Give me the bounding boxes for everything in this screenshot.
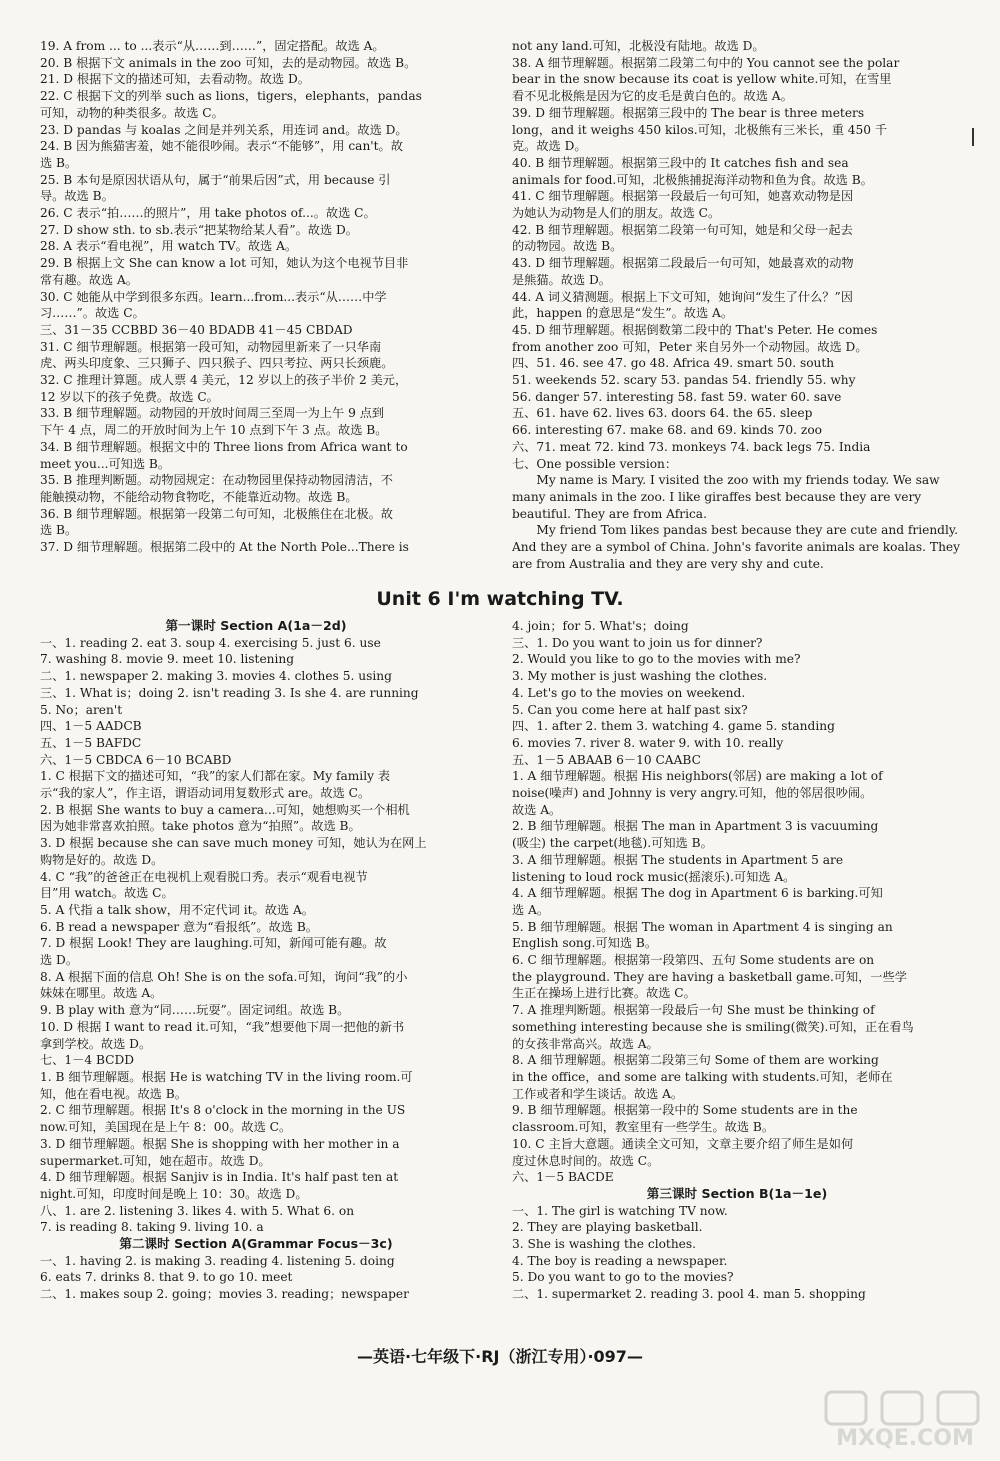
answer-line: 四、51. 46. see 47. go 48. Africa 49. smart 50. south xyxy=(512,356,835,371)
answer-line: 6. eats 7. drinks 8. that 9. to go 10. meet xyxy=(40,1270,293,1285)
answer-line: 二、1. makes soup 2. going；movies 3. reading；newspaper xyxy=(40,1287,409,1302)
answer-line: 二、1. newspaper 2. making 3. movies 4. clothes 5. using xyxy=(40,669,392,684)
answer-line: 购物是好的。故选 D。 xyxy=(40,852,164,867)
answer-line: 六、71. meat 72. kind 73. monkeys 74. back legs 75. India xyxy=(512,439,871,454)
answer-line: 37. D 细节理解题。根据第二段中的 At the North Pole...There is xyxy=(40,540,409,555)
answer-line: 1. C 根据下文的描述可知，“我”的家人们都在家。My family 表 xyxy=(40,769,391,784)
answer-line: 六、1－5 CBDCA 6－10 BCABD xyxy=(40,752,232,767)
answer-line: 26. C 表示“拍……的照片”，用 take photos of...。故选 C。 xyxy=(40,206,376,221)
answer-line: 习……”。故选 C。 xyxy=(40,306,145,321)
answer-line: 5. Do you want to go to the movies? xyxy=(512,1270,734,1285)
answer-line: 4. join；for 5. What's；doing xyxy=(512,619,689,633)
answer-line: 39. D 细节理解题。根据第三段中的 The bear is three meters xyxy=(512,105,865,120)
answer-line: 选 B。 xyxy=(40,155,78,170)
answer-line: English song.可知选 B。 xyxy=(512,936,658,951)
answer-line: 是熊猫。故选 D。 xyxy=(512,272,611,287)
answer-line: 66. interesting 67. make 68. and 69. kinds 70. zoo xyxy=(512,423,822,438)
answer-line: 27. D show sth. to sb.表示“把某物给某人看”。故选 D。 xyxy=(40,222,358,237)
answer-line: 3. A 细节理解题。根据 The students in Apartment 5 are xyxy=(512,852,844,867)
answer-line: 4. Let's go to the movies on weekend. xyxy=(512,685,746,700)
answer-line: 能触摸动物，不能给动物食物吃，不能靠近动物。故选 B。 xyxy=(40,489,358,504)
answer-line: 8. A 根据下面的信息 Oh! She is on the sofa.可知，询问“我”的小 xyxy=(40,969,408,984)
answer-line: 25. B 本句是原因状语从句，属于“前果后因”式，用 because 引 xyxy=(40,172,391,187)
answer-line: 40. B 细节理解题。根据第三段中的 It catches fish and sea xyxy=(512,155,849,170)
answer-column-left-bottom xyxy=(40,618,472,1303)
answer-line: 选 A。 xyxy=(512,902,550,917)
page-footer: —英语·七年级下·RJ（浙江专用）·097— xyxy=(357,1347,643,1366)
answer-line: 度过休息时间的。故选 C。 xyxy=(512,1153,660,1168)
answer-line: noise(噪声) and Johnny is very angry.可知，他的邻居很吵闹。 xyxy=(512,786,873,801)
answer-line: 二、1. supermarket 2. reading 3. pool 4. man 5. shopping xyxy=(512,1287,866,1302)
answer-line: 虎、两头印度象、三只狮子、四只猴子、四只考拉、两只长颈鹿。 xyxy=(40,356,394,371)
answer-line: 41. C 细节理解题。根据第一段最后一句可知，她喜欢动物是因 xyxy=(512,189,854,204)
section-title-3: 第三课时 Section B(1a－1e) xyxy=(646,1185,828,1201)
answer-line: 6. B read a newspaper 意为“看报纸”。故选 B。 xyxy=(40,919,318,934)
answer-line: the playground. They are having a basketball game.可知，一些学 xyxy=(512,969,907,984)
answer-line: 四、1－5 AADCB xyxy=(40,719,142,734)
answer-line: 示“我的家人”，作主语，谓语动词用复数形式 are。故选 C。 xyxy=(40,786,371,801)
answer-line: 为她认为动物是人们的朋友。故选 C。 xyxy=(512,206,721,221)
answer-line: classroom.可知，教室里有一些学生。故选 B。 xyxy=(512,1120,775,1135)
answer-line: 9. B play with 意为“同……玩耍”。固定词组。故选 B。 xyxy=(40,1003,350,1018)
answer-line: 常有趣。故选 A。 xyxy=(40,272,138,287)
answer-line: 1. B 细节理解题。根据 He is watching TV in the living room.可 xyxy=(40,1069,413,1084)
answer-line: 5. A 代指 a talk show，用不定代词 it。故选 A。 xyxy=(40,902,314,917)
answer-column-left-top xyxy=(40,38,472,556)
answer-line: 2. B 细节理解题。根据 The man in Apartment 3 is vacuuming xyxy=(512,819,879,834)
answer-line: now.可知，美国现在是上午 8：00。故选 C。 xyxy=(40,1120,292,1135)
answer-line: from another zoo 可知，Peter 来自另外一个动物园。故选 D。 xyxy=(512,339,868,354)
answer-line: meet you...可知选 B。 xyxy=(40,456,171,471)
answer-line: 选 B。 xyxy=(40,523,78,538)
answer-line: 36. B 细节理解题。根据第一段第二句可知，北极熊住在北极。故 xyxy=(40,506,393,521)
answer-line: 38. A 细节理解题。根据第二段第二句中的 You cannot see the polar xyxy=(512,55,900,70)
answer-line: 33. B 细节理解题。动物园的开放时间周三至周一为上午 9 点到 xyxy=(40,406,385,421)
answer-line: 六、1－5 BACDE xyxy=(512,1170,614,1185)
answer-line: 7. washing 8. movie 9. meet 10. listening xyxy=(40,652,295,667)
answer-line: 44. A 词义猜测题。根据上下文可知，她询问“发生了什么？”因 xyxy=(512,289,853,304)
answer-line: (吸尘) the carpet(地毯).可知选 B。 xyxy=(512,836,713,851)
section-2-answers xyxy=(40,1253,472,1303)
section-title-1: 第一课时 Section A(1a－2d) xyxy=(165,618,347,633)
answer-line: 19. A from ... to ...表示“从……到……”，固定搭配。故选 A。 xyxy=(40,39,385,53)
answer-line: something interesting because she is smiling(微笑).可知，正在看鸟 xyxy=(512,1019,914,1034)
section-3-answers xyxy=(512,1203,962,1303)
answer-line: 35. B 推理判断题。动物园规定：在动物园里保持动物园清洁，不 xyxy=(40,473,393,488)
answer-column-right-bottom xyxy=(512,618,962,1303)
answer-line: 5. Can you come here at half past six? xyxy=(512,702,748,717)
answer-line: bear in the snow because its coat is yellow white.可知，在雪里 xyxy=(512,72,892,87)
answer-line: animals for food.可知，北极熊捕捉海洋动物和鱼为食。故选 B。 xyxy=(512,172,873,187)
answer-line: 23. D pandas 与 koalas 之间是并列关系，用连词 and。故选 D。 xyxy=(40,122,408,137)
answer-line: 一、1. reading 2. eat 3. soup 4. exercising 5. just 6. use xyxy=(40,635,381,650)
answer-line: 10. C 主旨大意题。通读全文可知，文章主要介绍了师生是如何 xyxy=(512,1136,854,1151)
answer-line: 45. D 细节理解题。根据倒数第二段中的 That's Peter. He comes xyxy=(512,322,878,337)
answer-line: 24. B 因为熊猫害羞，她不能很吵闹。表示“不能够”，用 can't。故 xyxy=(40,139,403,154)
answer-line: 三、1. What is；doing 2. isn't reading 3. Is she 4. are running xyxy=(40,685,419,700)
answer-line: listening to loud rock music(摇滚乐).可知选 A。 xyxy=(512,869,796,884)
answer-line: 30. C 她能从中学到很多东西。learn...from...表示“从……中学 xyxy=(40,289,387,304)
answer-line: 八、1. are 2. listening 3. likes 4. with 5. What 6. on xyxy=(40,1203,355,1218)
answer-line: 3. D 细节理解题。根据 She is shopping with her mother in a xyxy=(40,1136,400,1151)
answer-line: 的女孩非常高兴。故选 A。 xyxy=(512,1036,659,1051)
answer-line: 12 岁以下的孩子免费。故选 C。 xyxy=(40,389,219,404)
section-title-2: 第二课时 Section A(Grammar Focus－3c) xyxy=(119,1236,393,1252)
answer-line: 五、1－5 BAFDC xyxy=(40,735,142,750)
answer-line: 31. C 细节理解题。根据第一段可知，动物园里新来了一只华南 xyxy=(40,339,382,354)
answer-line: 可知，动物的种类很多。故选 C。 xyxy=(40,105,224,120)
answer-line: 43. D 细节理解题。根据第二段最后一句可知，她最喜欢的动物 xyxy=(512,256,854,271)
answer-line: night.可知，印度时间是晚上 10：30。故选 D。 xyxy=(40,1186,308,1201)
answer-line: 选 D。 xyxy=(40,953,79,968)
answer-line: 故选 A。 xyxy=(512,802,562,817)
answer-line: not any land.可知，北极没有陆地。故选 D。 xyxy=(512,39,765,53)
answer-line: 21. D 根据下文的描述可知，去看动物。故选 D。 xyxy=(40,72,310,87)
answer-column-right-top xyxy=(512,38,962,573)
answer-line: supermarket.可知，她在超市。故选 D。 xyxy=(40,1153,271,1168)
answer-line: 导。故选 B。 xyxy=(40,189,114,204)
answer-line: My name is Mary. I visited the zoo with my friends today. We saw many animals in the zoo. I like giraffes best because they are very beautiful. They are from Africa. xyxy=(512,473,940,521)
answer-line: 三、1. Do you want to join us for dinner? xyxy=(512,635,763,650)
answer-line: 目”用 watch。故选 C。 xyxy=(40,886,174,901)
answer-line: 34. B 细节理解题。根据文中的 Three lions from Africa want to xyxy=(40,439,408,454)
answer-line: 七、One possible version： xyxy=(512,456,678,471)
answer-line: 6. C 细节理解题。根据第一段第四、五句 Some students are on xyxy=(512,953,875,968)
answer-line: long，and it weighs 450 kilos.可知，北极熊有三米长，重 450 千 xyxy=(512,122,888,137)
answer-line: 28. A 表示“看电视”，用 watch TV。故选 A。 xyxy=(40,239,298,254)
answer-line: 4. D 细节理解题。根据 Sanjiv is in India. It's half past ten at xyxy=(40,1170,399,1185)
answer-line: 8. A 细节理解题。根据第二段第三句 Some of them are working xyxy=(512,1053,879,1068)
watermark-text: MXQE.COM xyxy=(836,1426,974,1451)
answer-line: 4. C “我”的爸爸正在电视机上观看脱口秀。表示“观看电视节 xyxy=(40,869,368,884)
answer-line: 3. D 根据 because she can save much money 可知，她认为在网上 xyxy=(40,836,427,851)
answer-line: 4. A 细节理解题。根据 The dog in Apartment 6 is barking.可知 xyxy=(512,886,883,901)
section-1-answers xyxy=(40,635,472,1236)
page-edge-mark xyxy=(972,128,974,146)
answer-line: 妹妹在哪里。故选 A。 xyxy=(40,986,163,1001)
section-2-answers-cont xyxy=(512,618,962,1186)
answer-line: 56. danger 57. interesting 58. fast 59. water 60. save xyxy=(512,389,842,404)
answer-line: My friend Tom likes pandas best because they are cute and friendly. And they are a symbol of China. John's favorite animals are koalas. They are from Australia and they are very shy and cute. xyxy=(512,523,961,571)
answer-line: 6. movies 7. river 8. water 9. with 10. really xyxy=(512,735,784,750)
answer-line: 下午 4 点，周二的开放时间为上午 10 点到下午 3 点。故选 B。 xyxy=(40,423,388,438)
answer-line: 2. C 细节理解题。根据 It's 8 o'clock in the morning in the US xyxy=(40,1103,406,1118)
answer-line: 32. C 推理计算题。成人票 4 美元，12 岁以上的孩子半价 2 美元， xyxy=(40,373,408,388)
answer-line: 四、1. after 2. them 3. watching 4. game 5. standing xyxy=(512,719,835,734)
answer-line: 4. The boy is reading a newspaper. xyxy=(512,1253,728,1268)
answer-line: 知，他在看电视。故选 B。 xyxy=(40,1086,187,1101)
answer-line: 3. My mother is just washing the clothes. xyxy=(512,669,768,684)
answer-line: 7. D 根据 Look! They are laughing.可知，新闻可能有趣。故 xyxy=(40,936,387,951)
answer-line: 生正在操场上进行比赛。故选 C。 xyxy=(512,986,696,1001)
answer-line: 42. B 细节理解题。根据第二段第一句可知，她是和父母一起去 xyxy=(512,222,853,237)
answer-line: 2. B 根据 She wants to buy a camera...可知，她想购买一个相机 xyxy=(40,802,410,817)
answer-line: 2. They are playing basketball. xyxy=(512,1220,703,1235)
answer-line: 拿到学校。故选 D。 xyxy=(40,1036,152,1051)
answer-line: 三、31－35 CCBBD 36－40 BDADB 41－45 CBDAD xyxy=(40,322,353,337)
answer-line: 7. is reading 8. taking 9. living 10. a xyxy=(40,1220,264,1235)
answer-line: 3. She is washing the clothes. xyxy=(512,1237,697,1252)
answer-line: 一、1. having 2. is making 3. reading 4. listening 5. doing xyxy=(40,1253,395,1268)
answer-line: 五、1－5 ABAAB 6－10 CAABC xyxy=(512,752,701,767)
answer-line: 20. B 根据下文 animals in the zoo 可知，去的是动物园。故选 B。 xyxy=(40,55,417,70)
answer-line: 工作或者和学生谈话。故选 A。 xyxy=(512,1086,684,1101)
answer-line: 克。故选 D。 xyxy=(512,139,587,154)
answer-line: 10. D 根据 I want to read it.可知，“我”想要他下周一把他的新书 xyxy=(40,1019,405,1034)
answer-line: 22. C 根据下文的列举 such as lions，tigers，elephants，pandas xyxy=(40,89,422,104)
answer-line: 9. B 细节理解题。根据第一段中的 Some students are in the xyxy=(512,1103,858,1118)
answer-line: 看不见北极熊是因为它的皮毛是黄白色的。故选 A。 xyxy=(512,89,793,104)
watermark-logo xyxy=(820,1388,990,1454)
answer-line: 此，happen 的意思是“发生”。故选 A。 xyxy=(512,306,734,321)
answer-line: 5. No；aren't xyxy=(40,702,123,717)
answer-line: 29. B 根据上文 She can know a lot 可知，她认为这个电视节目非 xyxy=(40,256,409,271)
answer-line: 5. B 细节理解题。根据 The woman in Apartment 4 is singing an xyxy=(512,919,893,934)
answer-line: 2. Would you like to go to the movies with me? xyxy=(512,652,801,667)
answer-line: 51. weekends 52. scary 53. pandas 54. friendly 55. why xyxy=(512,373,856,388)
answer-line: 1. A 细节理解题。根据 His neighbors(邻居) are making a lot of xyxy=(512,769,883,784)
watermark-icon xyxy=(820,1388,990,1428)
answer-line: 一、1. The girl is watching TV now. xyxy=(512,1203,728,1218)
answer-line: 七、1－4 BCDD xyxy=(40,1053,134,1068)
answer-line: in the office，and some are talking with students.可知，老师在 xyxy=(512,1069,893,1084)
unit-heading: Unit 6 I'm watching TV. xyxy=(376,588,624,610)
answer-line: 的动物园。故选 B。 xyxy=(512,239,623,254)
answer-line: 7. A 推理判断题。根据第一段最后一句 She must be thinking of xyxy=(512,1003,875,1018)
answer-line: 因为她非常喜欢拍照。take photos 意为“拍照”。故选 B。 xyxy=(40,819,361,834)
answer-line: 五、61. have 62. lives 63. doors 64. the 65. sleep xyxy=(512,406,813,421)
